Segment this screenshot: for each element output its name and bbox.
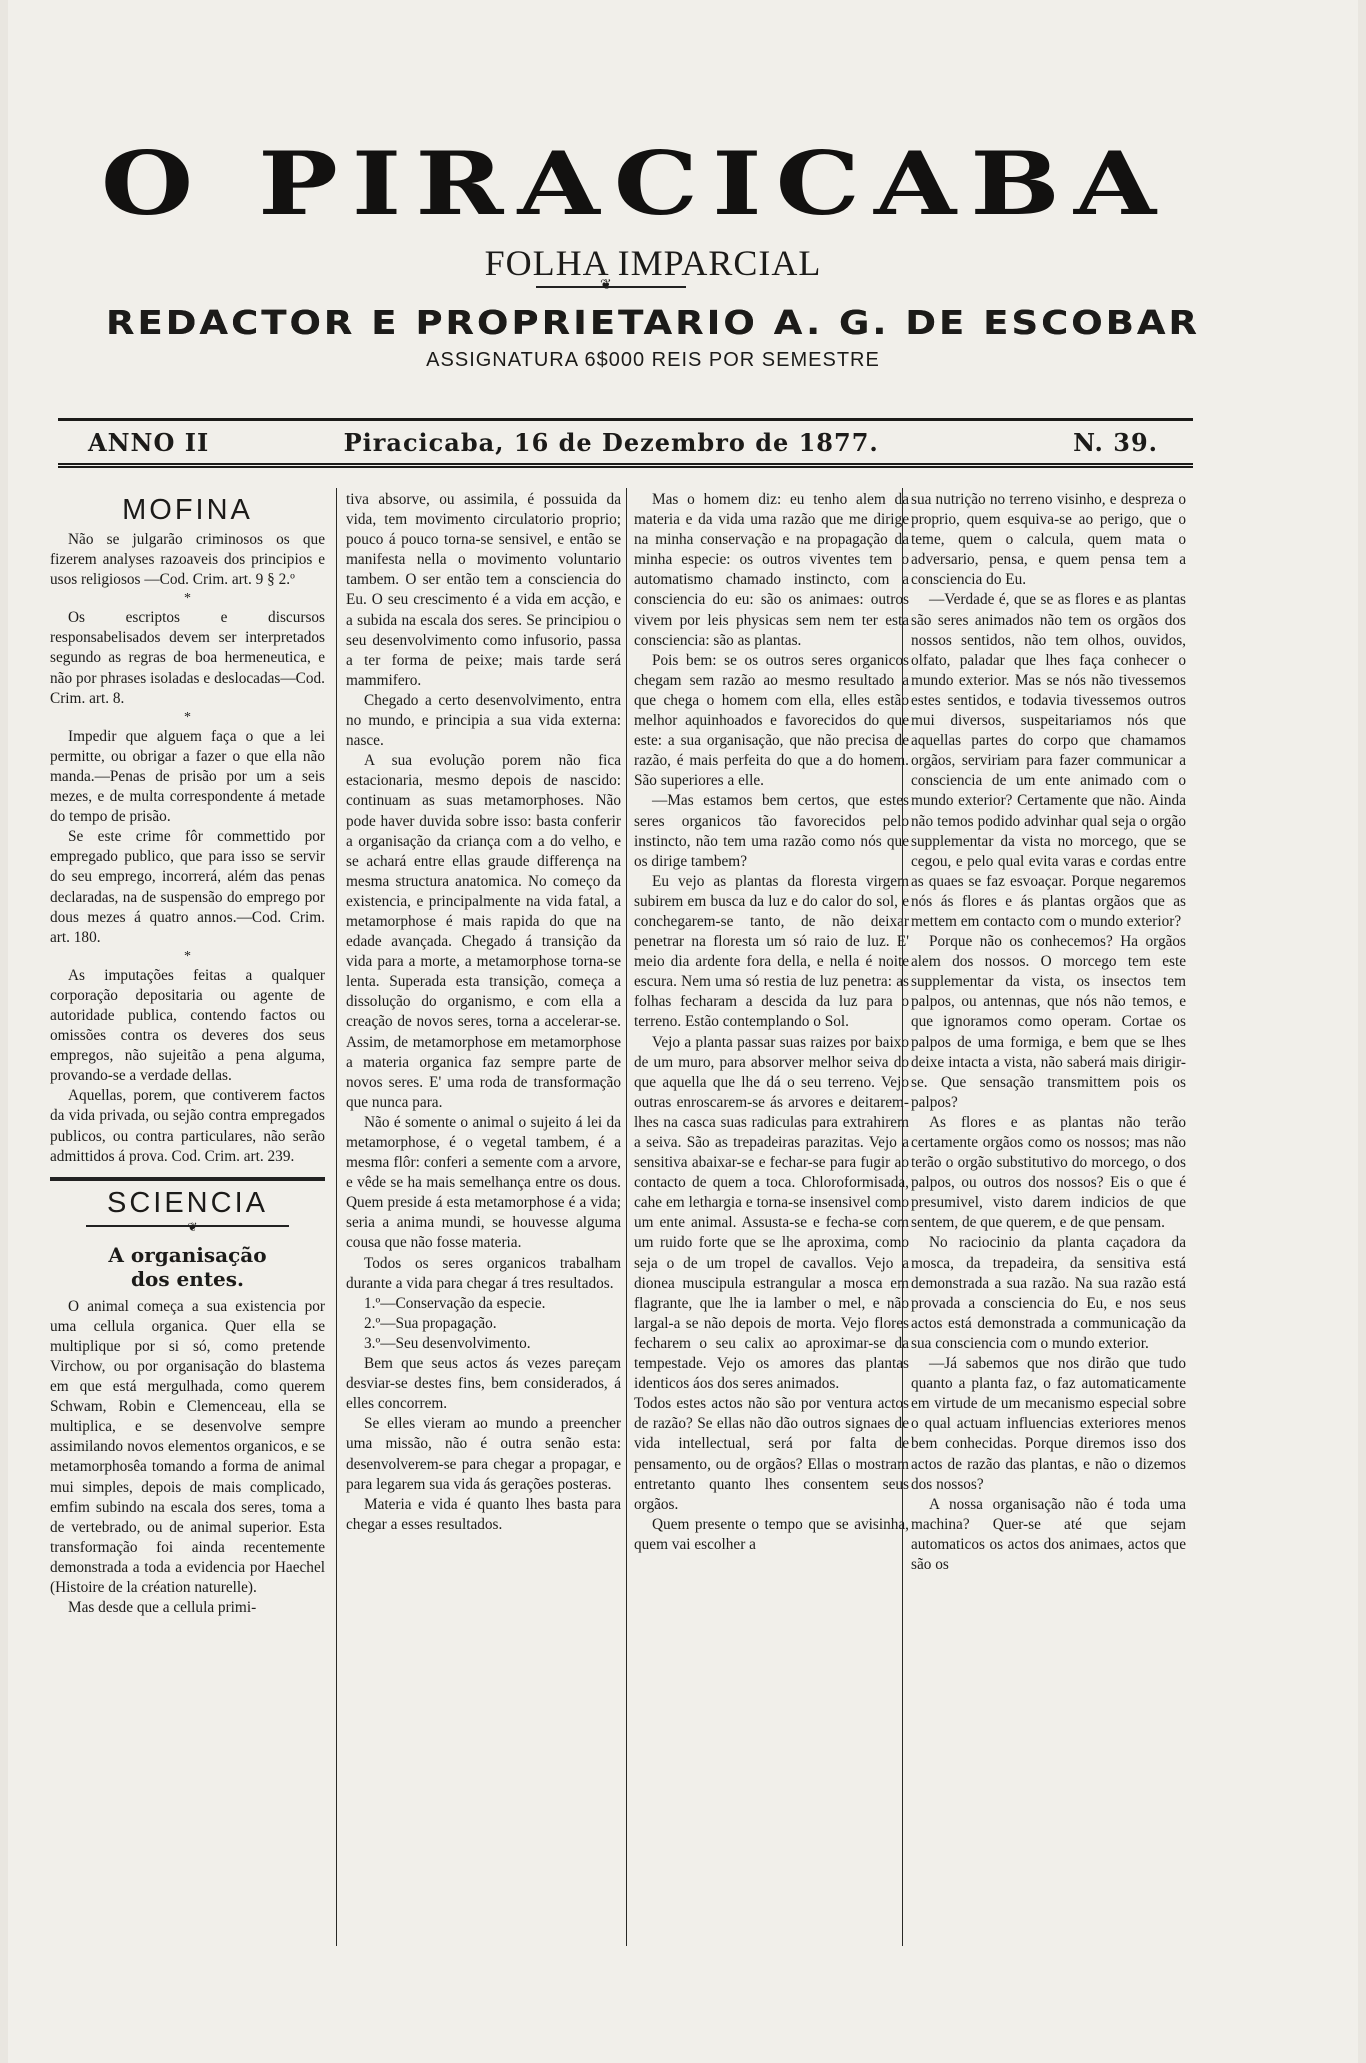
article-paragraph: —Mas estamos bem certos, que estes seres organicos tão favorecidos pelo instincto, não tem uma razão como nós que os dirige tambem?	[634, 792, 909, 870]
column-rule	[902, 488, 903, 1946]
newspaper-subtitle: FOLHA IMPARCIAL	[484, 243, 822, 283]
article-paragraph: Não é somente o animal o sujeito á lei da metamorphose, é o vegetal tambem, é a mesma flôr: conferi a semente com a arvore, e vêde se ha mais semelhança entre os dous. Quem preside á esta metamorphose é a vida; seria a anima mundi, se houvesse alguma cousa que não fosse materia.	[346, 1113, 621, 1252]
column-4	[911, 490, 1186, 1952]
asterisk-separator: *	[184, 591, 191, 607]
article-paragraph: Porque não os conhecemos? Ha orgãos alem dos nossos. O morcego tem este supplementar da vista, os insectos tem palpos, ou antennas, que nós não temos, e que ignoramos como operam. Cortae os palpos de uma formiga, e bem que se lhes deixe intacta a vista, não saberá mais dirigir-se. Que sensação transmittem pois os palpos?	[911, 933, 1186, 1111]
article-paragraph: —Verdade é, que se as flores e as plantas são seres animados não tem os orgãos dos nossos sentidos, não tem olhos, ouvidos, olfato, paladar que lhes faça conhecer o mundo exterior. Mas se nós não tivessemos estes sentidos, e todavia tivessemos outros mui diversos, suspeitariamos nós que aquellas partes do corpo que chamamos orgãos, serviriam para fazer communicar a consciencia de um ente animado com o mundo exterior? Certamente que não. Ainda não temos podido advinhar qual seja o orgão supplementar da vista no morcego, que se cegou, e pelo qual evita varas e cordas entre as quaes se faz esvoaçar. Porque negaremos nós ás flores e ás plantas orgãos que as mettem em contacto com o mundo exterior?	[911, 591, 1186, 930]
asterisk-separator: *	[184, 948, 191, 964]
section-rule	[50, 1177, 325, 1181]
article-paragraph: Chegado a certo desenvolvimento, entra no mundo, e principia a sua vida externa: nasce.	[346, 691, 621, 750]
article-paragraph: A sua evolução porem não fica estacionaria, mesmo depois de nascido: continuam as suas metamorphoses. Não pode haver duvida sobre isso: basta conferir a organisação da criança com a do velho, e se achará entre ellas graude differença na mesma structura anatomica. No começo da existencia, e principalmente na vida fatal, a metamorphose é mais rapida do que na edade avançada. Chegado á transição da vida para a morte, a metamorphose torna-se lenta. Superada esta transição, começa a dissolução do organismo, e com ella a creação de novos seres, torna a accelerar-se. Assim, de metamorphose em metamorphose a materia organica faz sempre parte de novos seres. E' uma roda de transformação que nunca para.	[346, 752, 621, 1111]
mofina-paragraph: Impedir que alguem faça o que a lei permitte, ou obrigar a fazer o que ella não manda.—Penas de prisão por um a seis mezes, e de multa correspondente á metade do tempo de prisão.	[50, 727, 325, 826]
article-paragraph: Mas o homem diz: eu tenho alem da materia e da vida uma razão que me dirige na minha conservação e na propagação da minha especie: os outros viventes tem o automatismo chamado instincto, com a consciencia do eu: são os animaes: outros vivem por leis physicas sem nem ter esta consciencia: são as plantas.	[634, 491, 909, 649]
asterisk-separator: *	[184, 709, 191, 725]
article-paragraph: O animal começa a sua existencia por uma cellula organica. Quer ella se multiplique por si só, como pretende Virchow, ou por organisação do blastema em que está mergulhada, como querem Schwam, Robin e Clemenceau, ella se multiplica, e se desenvolve sempre assimilando novos elementos organicos, e se metamorphosêa tomando a forma de animal mui simples, depois de mais complicado, emfim subindo na escala dos seres, toma a de vertebrado, ou de animal superior. Esta transformação foi ainda recentemente demonstrada a toda a evidencia por Haechel (Histoire de la création naturelle).	[50, 1297, 325, 1597]
section-title-sciencia: SCIENCIA	[107, 1186, 268, 1219]
article-paragraph: Vejo a planta passar suas raizes por baixo de um muro, para absorver melhor seiva do que aquella que lhe dá o seu terreno. Vejo outras enroscarem-se ás arvores e deitarem-lhes na casca suas radiculas para extrahirem a seiva. São as trepadeiras parazitas. Vejo a sensitiva abaixar-se e fechar-se para fugir ao contacto de quem a toca. Chloroformisada, cahe em lethargia e torna-se insensivel como um ente animal. Assusta-se e fecha-se com um ruido forte que se lhe aproxima, como seja o de um tropel de cavallos. Vejo a dionea muscipula estrangular a mosca em flagrante, que lhe ia lamber o mel, e não largal-a se não depois de morta. Vejo flores fecharem o seu calix ao aproximar-se da tempestade. Vejo os amores das plantas identicos áos dos seres animados.	[634, 1033, 909, 1393]
editor-line: REDACTOR E PROPRIETARIO A. G. DE ESCOBAR	[105, 303, 1201, 342]
article-title-line-1: A organisação	[108, 1242, 267, 1267]
newspaper-title: O PIRACICABA	[100, 131, 1171, 235]
article-paragraph: Materia e vida é quanto lhes basta para chegar a esses resultados.	[346, 1495, 621, 1533]
article-paragraph: Eu vejo as plantas da floresta virgem subirem em busca da luz e do calor do sol, e conchegarem-se tanto, de não deixar penetrar na floresta um só raio de luz. E' meio dia ardente fora della, e nella é noite escura. Nem uma só restia de luz penetra: as folhas fecharam a descida da luz para o terreno. Estão contemplando o Sol.	[634, 872, 909, 1031]
list-item: 3.º—Seu desenvolvimento.	[364, 1334, 531, 1352]
dateline	[88, 428, 1158, 457]
article-title	[50, 1243, 325, 1291]
subscription-line: ASSIGNATURA 6$000 REIS POR SEMESTRE	[426, 348, 880, 371]
issue-number: N. 39.	[1073, 428, 1158, 457]
column-2	[346, 490, 621, 1952]
newspaper-page	[8, 0, 1358, 2063]
masthead	[8, 131, 1358, 372]
article-paragraph: Todos os seres organicos trabalham durante a vida para chegar á tres resultados.	[346, 1254, 621, 1292]
column-rule	[626, 488, 627, 1946]
article-paragraph: Quem presente o tempo que se avisinha, quem vai escolher a	[634, 1515, 909, 1553]
column-rule	[336, 488, 337, 1946]
mofina-paragraph: As imputações feitas a qualquer corporação depositaria ou agente de autoridade publica, contendo factos ou omissões contra os deveres dos seus empregos, não sujeitão a pena alguma, provando-se a verdade dellas.	[50, 966, 325, 1085]
column-1	[50, 490, 325, 1952]
article-paragraph: Mas desde que a cellula primi-	[68, 1599, 257, 1617]
mofina-paragraph: Não se julgarão criminosos os que fizerem analyses razoaveis dos principios e usos religiosos —Cod. Crim. art. 9 § 2.º	[50, 531, 325, 589]
mofina-paragraph: Os escriptos e discursos responsabelisados devem ser interpretados segundo as regras de boa hermeneutica, e não por phrases isoladas e deslocadas—Cod. Crim. art. 8.	[50, 609, 325, 707]
article-paragraph: No raciocinio da planta caçadora da mosca, da trepadeira, da sensitiva está demonstrada a sua razão. Na sua razão está provada a consciencia do Eu, e nos seus actos está demonstrada a communicação da sua consciencia com o mundo exterior.	[911, 1234, 1186, 1352]
article-paragraph: Bem que seus actos ás vezes pareçam desviar-se destes fins, bem considerados, á elles concorrem.	[346, 1355, 621, 1413]
article-paragraph: tiva absorve, ou assimila, é possuida da vida, tem movimento circulatorio proprio; pouco á pouco torna-se sensivel, e então se manifesta nella o movimento voluntario tambem. O ser então tem a consciencia do Eu. O seu crescimento é a vida em acção, e a subida na escala dos seres. Se principiou o seu desenvolvimento como infusorio, passa a ter forma de peixe; mais tarde será mammifero.	[346, 491, 621, 689]
columns	[8, 478, 1366, 1958]
ornament-divider	[86, 1225, 289, 1237]
header-rule-bottom	[58, 463, 1193, 472]
ornament-divider	[536, 286, 686, 298]
article-paragraph: Se elles vieram ao mundo a preencher uma missão, não é outra senão esta: desenvolverem-se para chegar a propagar, e para legarem sua vida ás gerações posteras.	[346, 1415, 621, 1493]
article-paragraph: Pois bem: se os outros seres organicos chegam sem razão ao mesmo resultado a que chega o homem com ella, elles estão melhor aquinhoados e favorecidos do que este: a sua organisação, que não precisa de razão, é mais perfeita do que a do homem. São superiores a elle.	[634, 651, 909, 790]
place-date: Piracicaba, 16 de Dezembro de 1877.	[343, 428, 879, 457]
article-paragraph: Todos estes actos não são por ventura actos de razão? Se ellas não dão outros signaes de vida intellectual, será por falta de pensamento, ou de orgãos? Ellas o mostram entretanto quanto lhes consentem seus orgãos.	[634, 1395, 909, 1513]
list-item: 1.º—Conservação da especie.	[364, 1294, 546, 1312]
issue-year: ANNO II	[88, 428, 210, 457]
header-rule-top	[58, 418, 1193, 421]
mofina-paragraph: Aquellas, porem, que contiverem factos da vida privada, ou sejão contra empregados publicos, ou contra particulares, não serão admittidos á prova. Cod. Crim. art. 239.	[50, 1087, 325, 1165]
article-paragraph: As flores e as plantas não terão certamente orgãos como os nossos; mas não terão o orgão substitutivo do morcego, o dos palpos, ou outros dos nossos? Eis o que é presumivel, visto darem indicios de que sentem, de que querem, e de que pensam.	[911, 1113, 1186, 1232]
list-item: 2.º—Sua propagação.	[364, 1314, 497, 1332]
section-title-mofina: MOFINA	[122, 494, 253, 526]
article-paragraph: sua nutrição no terreno visinho, e despreza o proprio, quem esquiva-se ao perigo, que o teme, quem o calcula, quem mata o adversario, pensa, e quem pensa tem a consciencia do Eu.	[911, 491, 1186, 589]
article-title-line-2: dos entes.	[131, 1266, 244, 1291]
mofina-paragraph: Se este crime fôr commettido por empregado publico, que para isso se servir do seu emprego, incorrerá, além das penas declaradas, na de suspensão do emprego por dous mezes á quatro annos.—Cod. Crim. art. 180.	[50, 828, 325, 946]
article-paragraph: —Já sabemos que nos dirão que tudo quanto a planta faz, o faz automaticamente em virtude de um mecanismo especial sobre o qual actuam influencias exteriores menos bem conhecidas. Porque diremos isso dos actos de razão das plantas, e não o dizemos dos nossos?	[911, 1355, 1186, 1493]
column-3	[634, 490, 909, 1952]
article-paragraph: A nossa organisação não é toda uma machina? Quer-se até que sejam automaticos os actos dos animaes, actos que são os	[911, 1495, 1186, 1573]
